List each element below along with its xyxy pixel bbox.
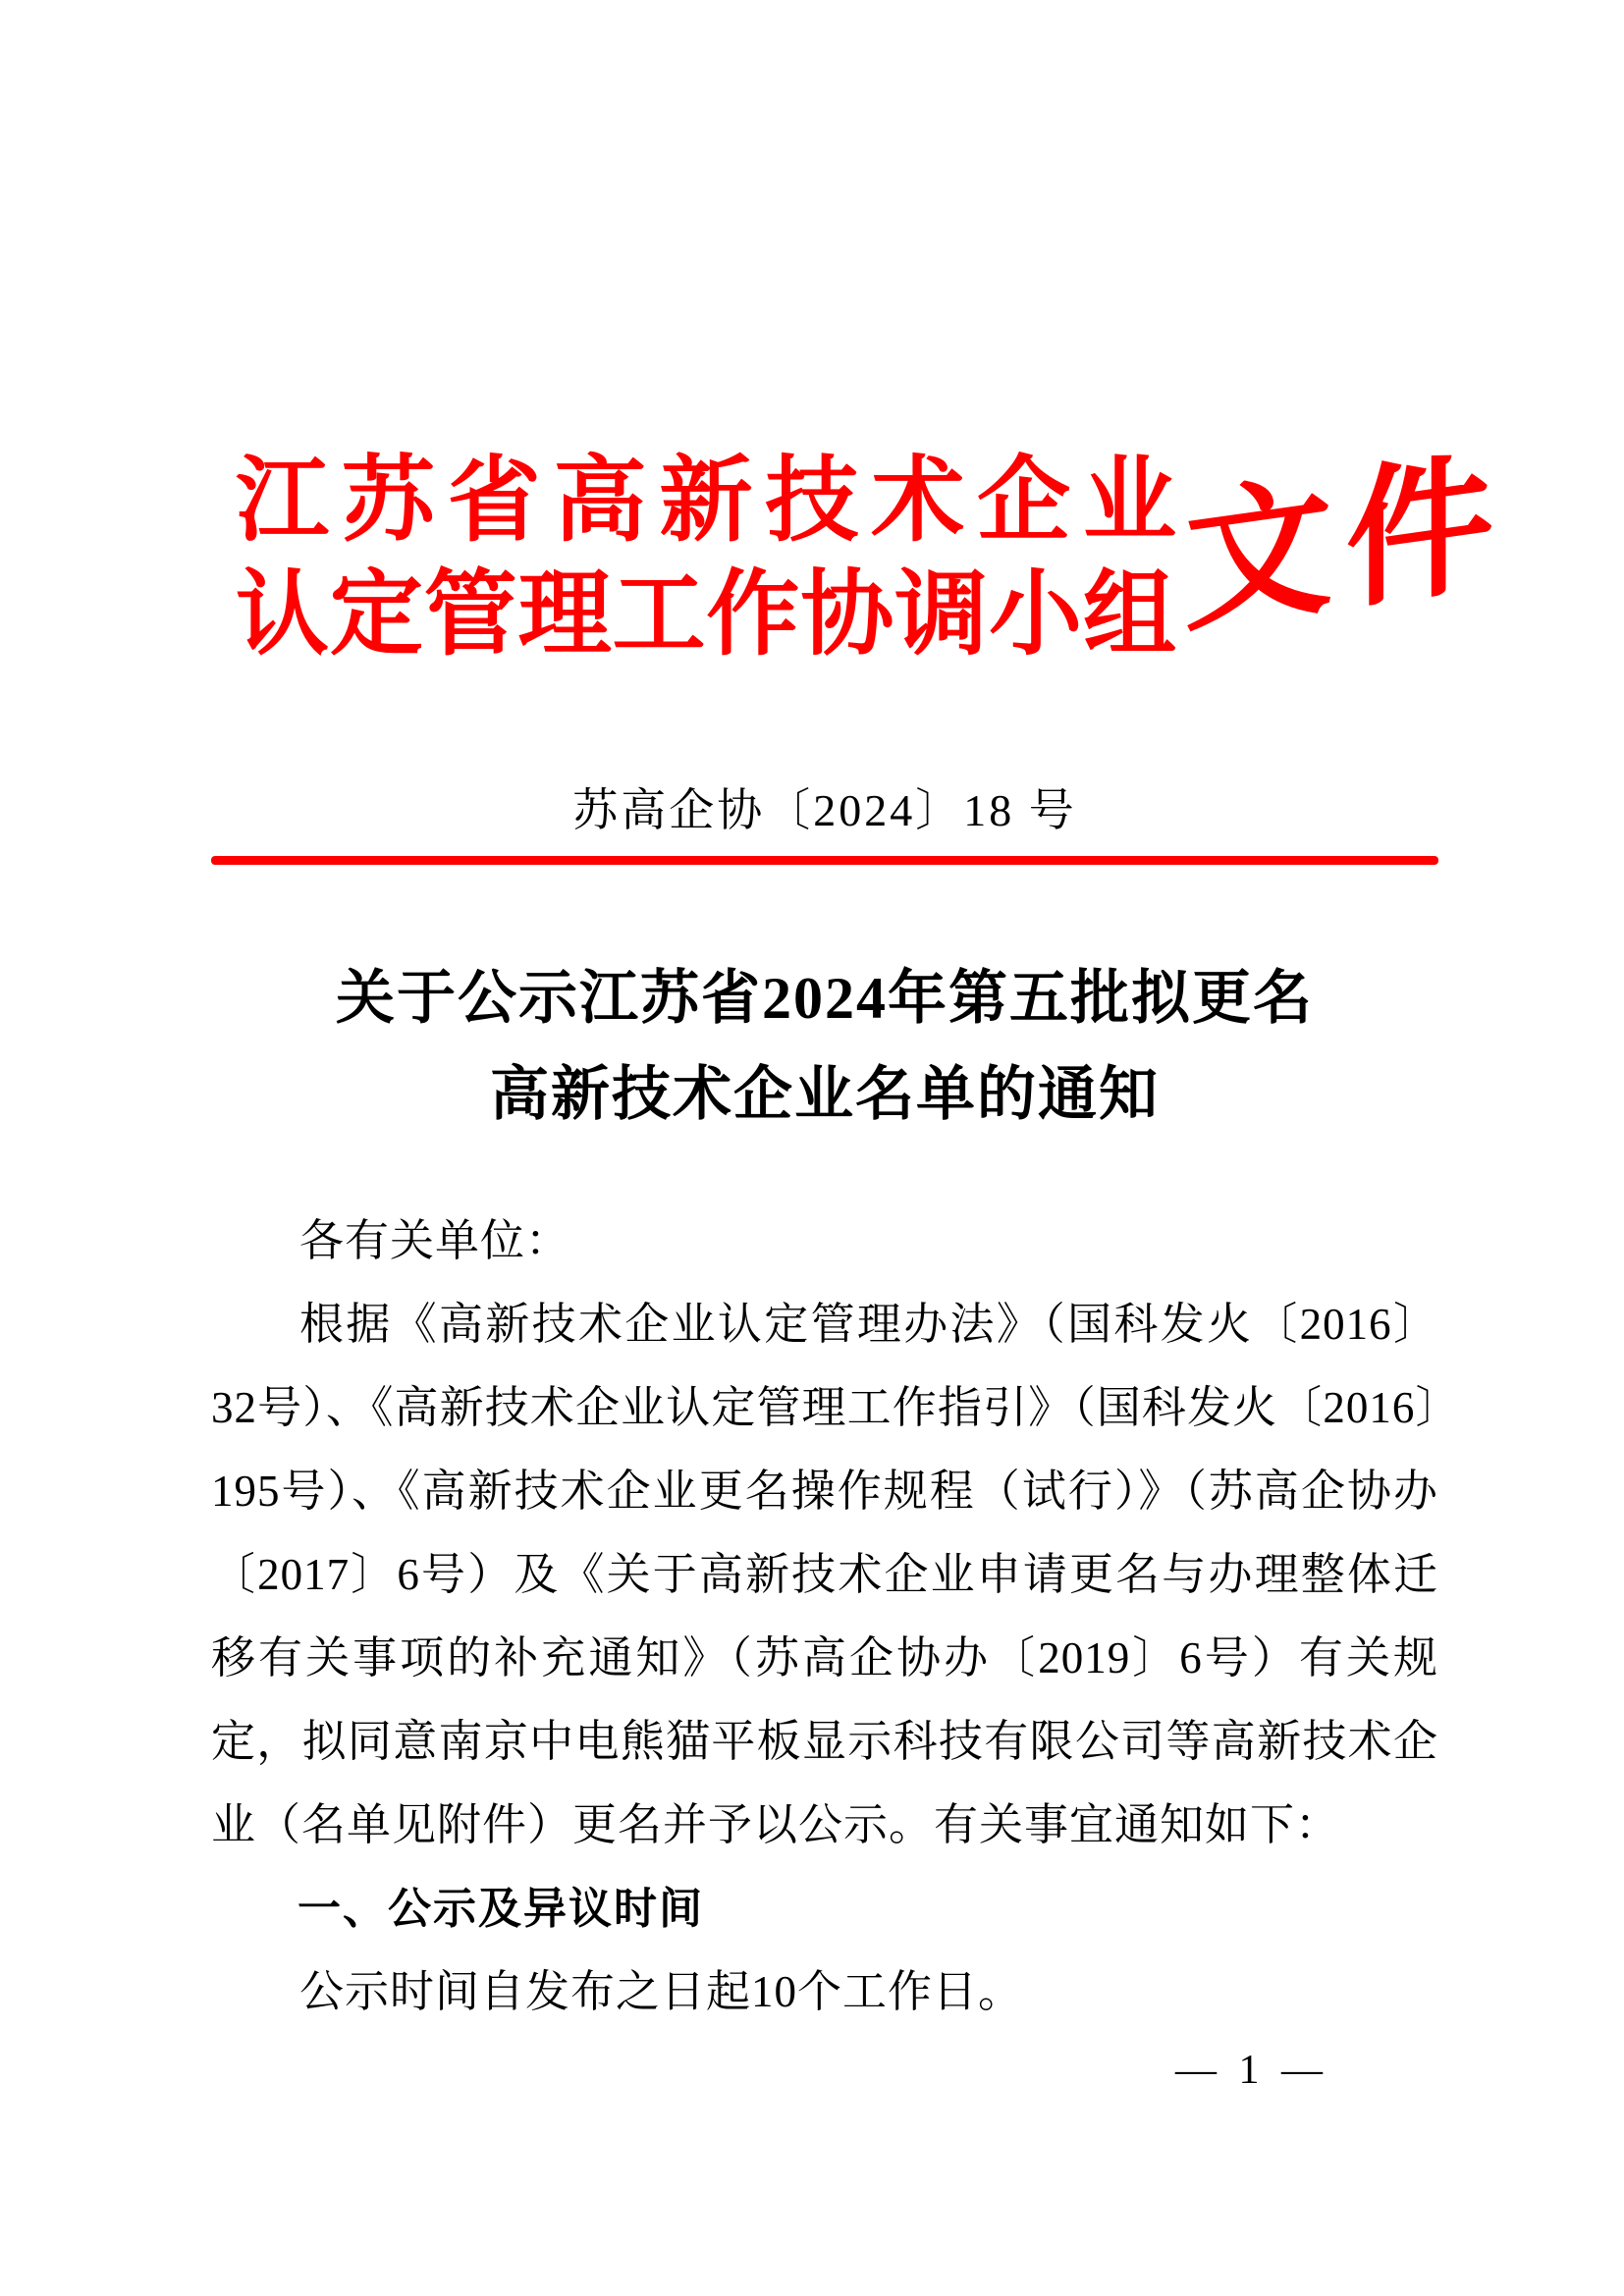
- document-number: 苏高企协〔2024〕18 号: [572, 785, 1077, 835]
- red-separator-rule: [211, 856, 1438, 865]
- document-title-line1: 关于公示江苏省2024年第五批拟更名: [336, 966, 1314, 1031]
- document-title-line2: 高新技术企业名单的通知: [490, 1062, 1160, 1127]
- body-paragraph-publicity-period: 公示时间自发布之日起10个工作日。: [299, 1967, 1024, 2016]
- body-paragraph-basis: 根据《高新技术企业认定管理办法》（国科发火〔2016〕32号）、《高新技术企业认定管理工作指引》（国科发火〔2016〕195号）、《高新技术企业更名操作规程（试行）》（苏高企协办〔2017〕6号）及《关于高新技术企业申请更名与办理整体迁移有关事项的补充通知》（苏高企协办〔2019〕6号）有关规定，拟同意南京中电熊猫平板显示科技有限公司等高新技术企业（名单见附件）更名并予以公示。有关事宜通知如下：: [211, 1300, 1438, 1849]
- letterhead-org-line2: 认定管理工作协调小组: [236, 562, 1176, 667]
- section-heading-1: 一、公示及异议时间: [298, 1885, 704, 1933]
- letterhead-org-line1: 江苏省高新技术企业: [236, 449, 1176, 553]
- salutation: 各有关单位：: [299, 1216, 571, 1265]
- page-number: — 1 —: [1175, 2048, 1328, 2093]
- document-body: [211, 1200, 1438, 2034]
- letterhead-doc-type: 文件: [1184, 438, 1508, 651]
- letterhead: [236, 444, 1176, 671]
- document-title: [211, 950, 1438, 1143]
